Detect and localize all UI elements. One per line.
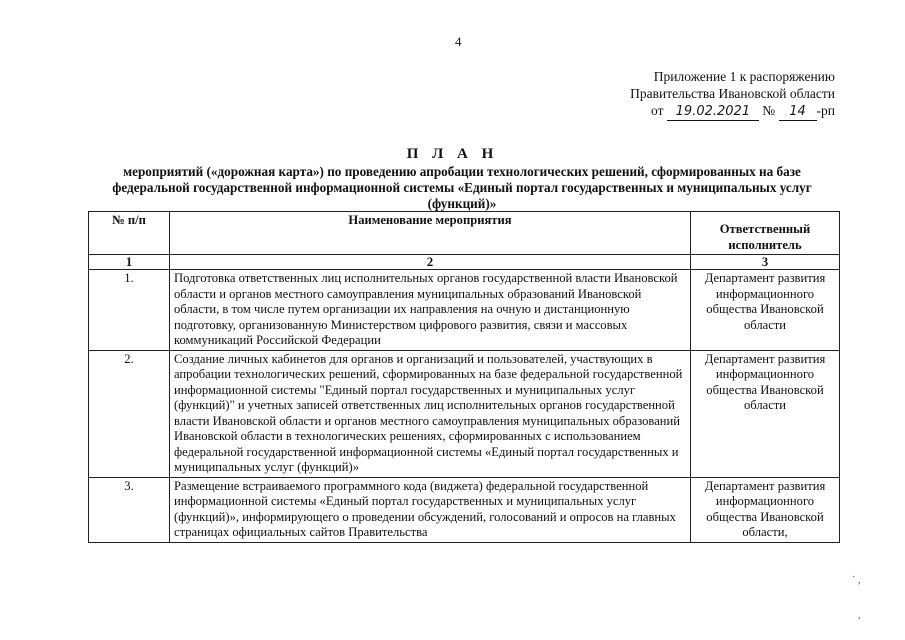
header-executor: Ответственный исполнитель (691, 212, 840, 255)
handwritten-number: 14 (779, 103, 817, 121)
scan-speck: , (858, 610, 861, 621)
column-number-row (89, 255, 840, 270)
column-number-1: 1 (89, 255, 170, 270)
appendix-line-1: Приложение 1 к распоряжению (653, 69, 835, 84)
row-executor: Департамент развития информационного общества Ивановской области (691, 350, 840, 477)
appendix-line-2: Правительства Ивановской области (630, 86, 835, 101)
appendix-line-3 (630, 102, 835, 121)
number-sign: № (762, 103, 776, 118)
plan-table (88, 211, 840, 543)
page-number: 4 (455, 34, 462, 49)
header-num: № п/п (89, 212, 170, 255)
column-number-2: 2 (170, 255, 691, 270)
document-title: П Л А Н (406, 146, 499, 162)
row-name: Создание личных кабинетов для органов и организаций и пользователей, участвующих в апробации технологических решений, сформированных на базе федеральной государственной информационной системы "Единый портал государственных и муниципальных услуг (функций)" и учетных записей ответственных лиц исполнительных органов государственной власти Ивановской области и органов местного самоуправления муниципальных образований Ивановской области в технологических решениях, сформированных с использованием федеральной государственной информационной системы «Единый портал государственных и муниципальных услуг (функций)» (170, 350, 691, 477)
row-executor: Департамент развития информационного общества Ивановской области, (691, 477, 840, 542)
table-row (89, 270, 840, 351)
row-name: Подготовка ответственных лиц исполнительных органов государственной власти Ивановской области и органов местного самоуправления муниципальных образований Ивановской области, в том числе путем организации их направления на очную и дистанционную подготовку, организованную Министерством цифрового развития, связи и массовых коммуникаций Российской Федерации (170, 270, 691, 351)
row-num: 2. (89, 350, 170, 477)
row-num: 1. (89, 270, 170, 351)
table-header-row (89, 212, 840, 255)
table-row (89, 477, 840, 542)
scan-speck: ˙ , (852, 575, 861, 586)
row-name: Размещение встраиваемого программного кода (виджета) федеральной государственной информационной системы «Единый портал государственных и муниципальных услуг (функций)», информирующего о проведении обсуждений, голосований и опросов на главных страницах официальных сайтов Правительства (170, 477, 691, 542)
handwritten-date: 19.02.2021 (667, 103, 759, 121)
row-num: 3. (89, 477, 170, 542)
document-subtitle: мероприятий («дорожная карта») по проведению апробации технологических решений, сформированных на базе федеральной государственной информационной системы «Единый портал государственных и муниципальных услуг (функций)» (112, 164, 812, 211)
appendix-block (630, 68, 835, 121)
date-prefix: от (651, 103, 664, 118)
column-number-3: 3 (691, 255, 840, 270)
header-name: Наименование мероприятия (170, 212, 691, 255)
number-suffix: -рп (816, 103, 835, 118)
table-row (89, 350, 840, 477)
row-executor: Департамент развития информационного общества Ивановской области (691, 270, 840, 351)
